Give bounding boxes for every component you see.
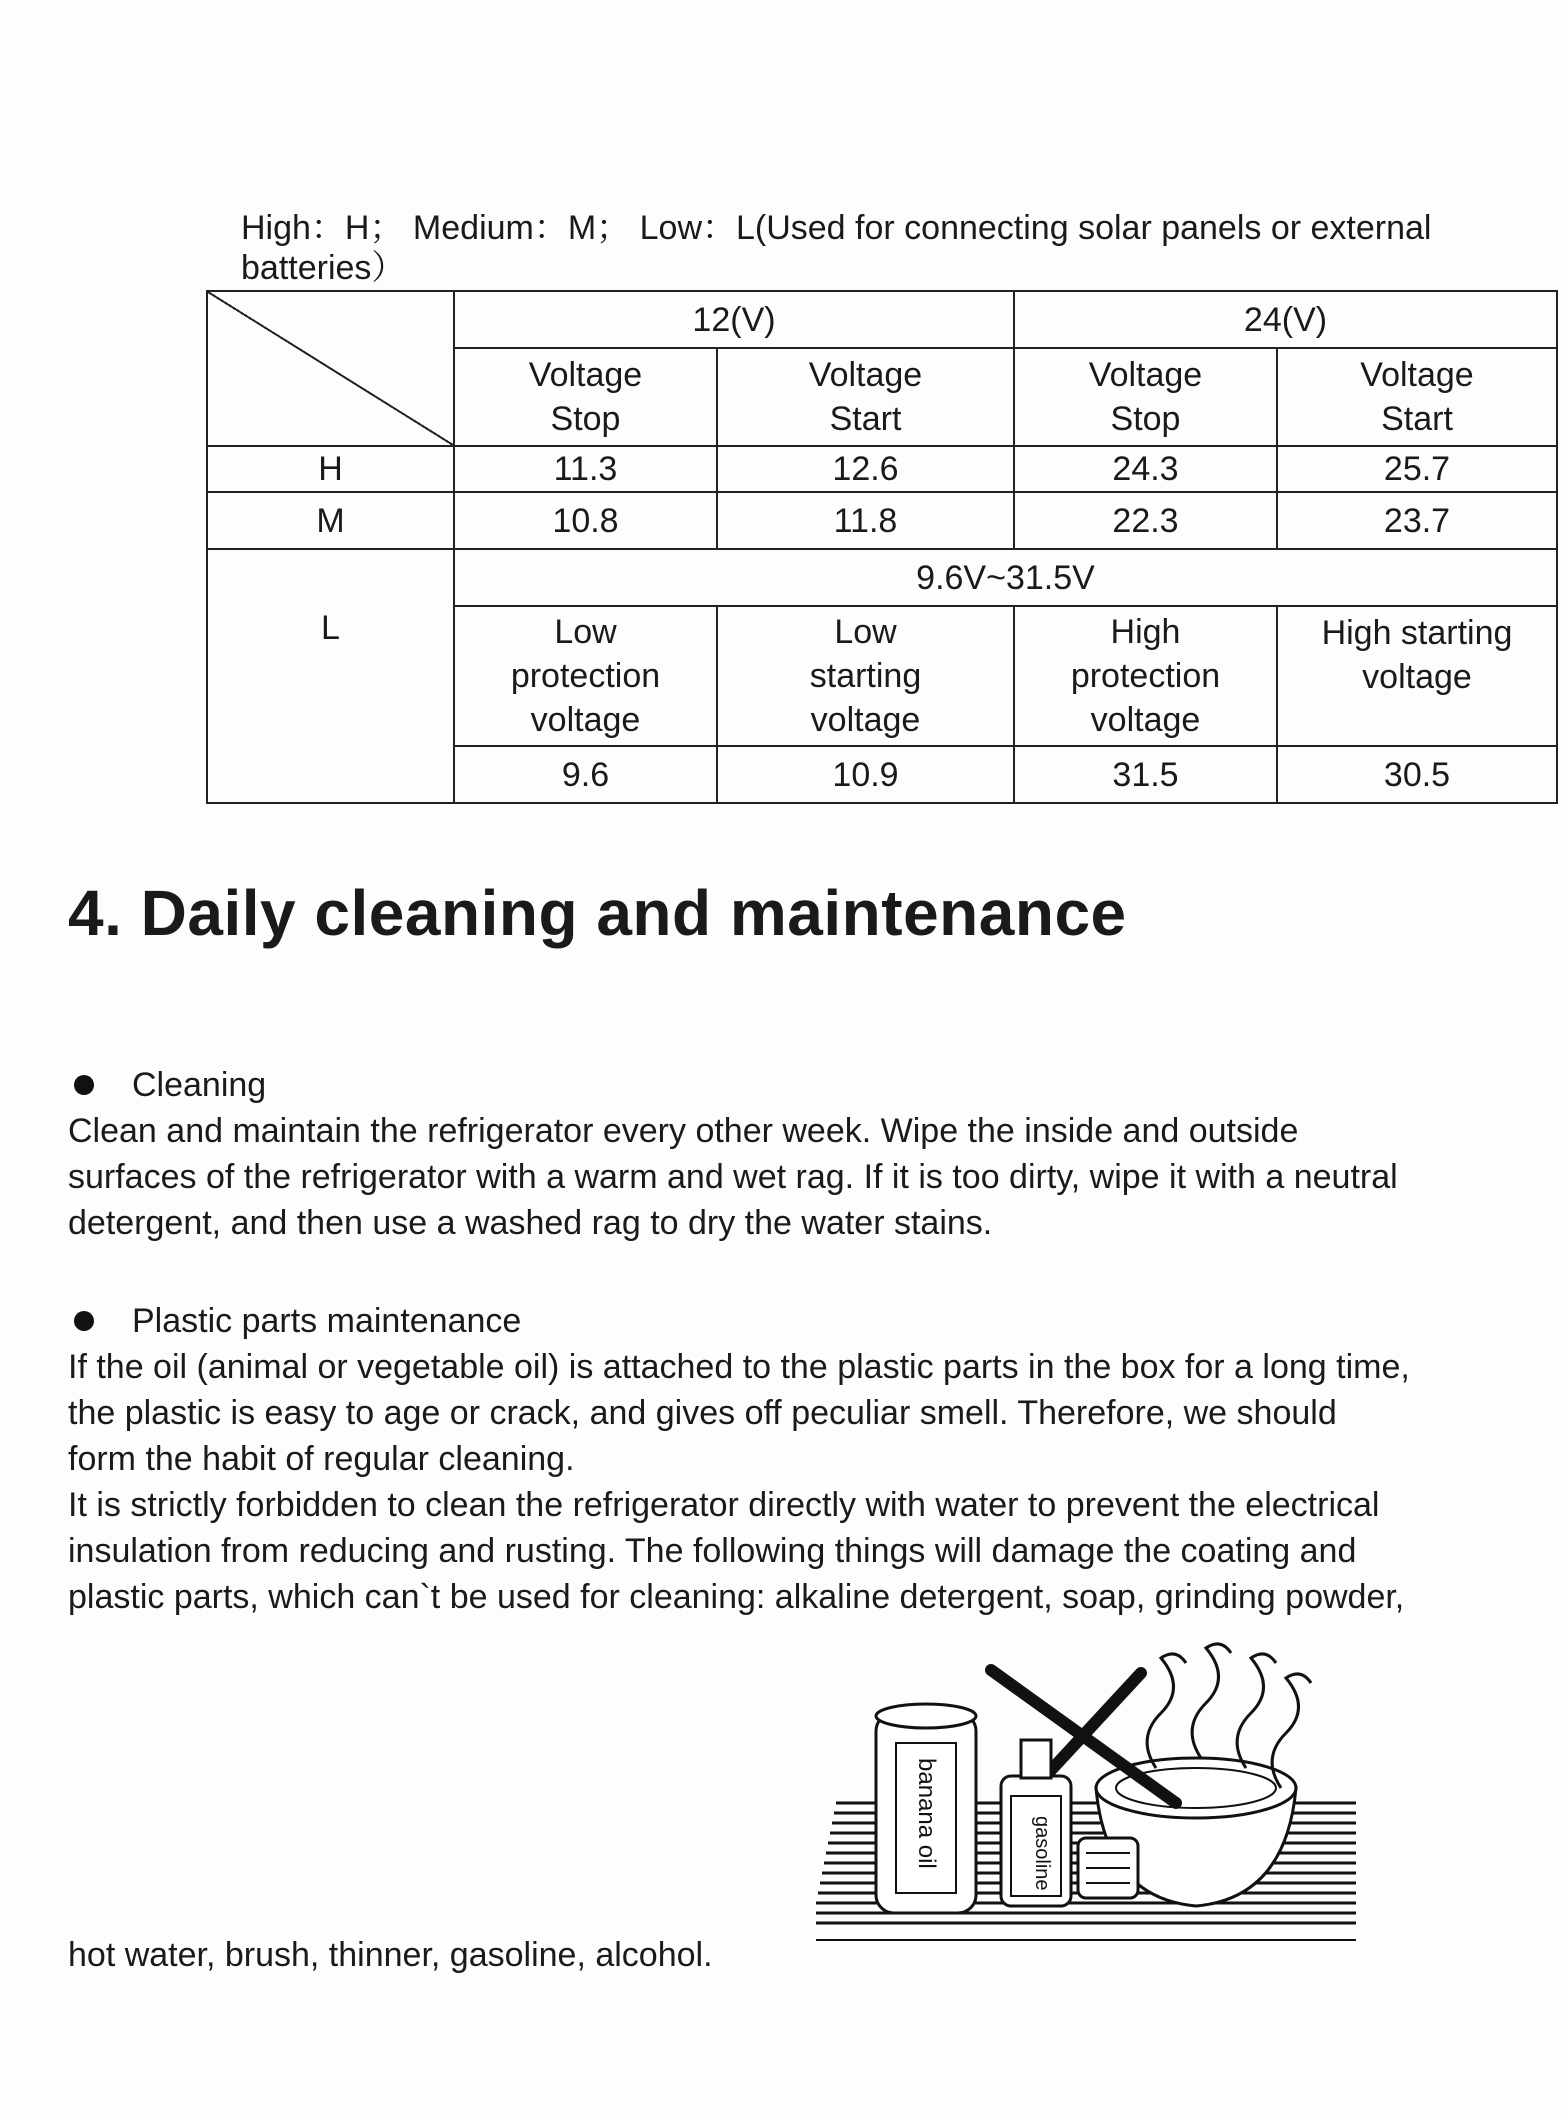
brush-icon bbox=[1078, 1838, 1138, 1898]
table-cell: 11.3 bbox=[454, 446, 717, 492]
table-cell: 25.7 bbox=[1277, 446, 1557, 492]
table-cell: 24.3 bbox=[1014, 446, 1277, 492]
table-cell: 22.3 bbox=[1014, 492, 1277, 549]
section-title: 4. Daily cleaning and maintenance bbox=[68, 877, 1127, 949]
table-row bbox=[207, 492, 1557, 549]
legend-line-2: batteries） bbox=[241, 249, 406, 287]
cleaning-heading-row bbox=[68, 1062, 266, 1108]
table-corner-cell bbox=[207, 291, 454, 446]
table-cell: 31.5 bbox=[1014, 746, 1277, 803]
row-label-l: L bbox=[207, 549, 454, 803]
col-header-low-starting: Low starting voltage bbox=[717, 606, 1014, 746]
table-cell: 12.6 bbox=[717, 446, 1014, 492]
row-label-h: H bbox=[207, 446, 454, 492]
banana-oil-label: banana oil bbox=[913, 1758, 940, 1869]
no-solvents-illustration bbox=[816, 1628, 1376, 1948]
low-range-cell: 9.6V~31.5V bbox=[454, 549, 1557, 606]
col-header-high-protection: High protection voltage bbox=[1014, 606, 1277, 746]
table-cell: 11.8 bbox=[717, 492, 1014, 549]
voltage-table bbox=[206, 290, 1558, 804]
plastic-last-line: hot water, brush, thinner, gasoline, alcohol. bbox=[68, 1936, 713, 1974]
gasoline-label: gasoline bbox=[1031, 1816, 1053, 1891]
table-cell: 23.7 bbox=[1277, 492, 1557, 549]
plastic-paragraph: If the oil (animal or vegetable oil) is attached to the plastic parts in the box for a long time, the plastic is easy to age or crack, and gives off peculiar smell. Therefore, we should form the habit of regular cleaning. It is strictly forbidden to clean the refrigerator directly with water to prevent the electrical insulation from reducing and rusting. The following things will damage the coating and plastic parts, which can`t be used for cleaning: alkaline detergent, soap, grinding powder, bbox=[68, 1348, 1410, 1616]
header-12v: 12(V) bbox=[454, 291, 1014, 348]
plastic-heading: Plastic parts maintenance bbox=[132, 1302, 522, 1340]
banana-oil-can-icon bbox=[876, 1704, 976, 1913]
col-header-24v-start: Voltage Start bbox=[1277, 348, 1557, 446]
col-header-low-protection: Low protection voltage bbox=[454, 606, 717, 746]
table-cell: 30.5 bbox=[1277, 746, 1557, 803]
col-header-12v-stop: Voltage Stop bbox=[454, 348, 717, 446]
row-label-m: M bbox=[207, 492, 454, 549]
table-row bbox=[207, 446, 1557, 492]
table-legend bbox=[241, 208, 1481, 288]
legend-line-1: High：H； Medium：M； Low：L(Used for connecting solar panels or external bbox=[241, 209, 1432, 247]
table-cell: 9.6 bbox=[454, 746, 717, 803]
col-header-high-starting: High starting voltage bbox=[1277, 606, 1557, 746]
bullet-icon bbox=[74, 1075, 94, 1095]
col-header-12v-start: Voltage Start bbox=[717, 348, 1014, 446]
cleaning-heading: Cleaning bbox=[132, 1066, 267, 1104]
table-cell: 10.9 bbox=[717, 746, 1014, 803]
table-cell: 10.8 bbox=[454, 492, 717, 549]
col-header-24v-stop: Voltage Stop bbox=[1014, 348, 1277, 446]
header-24v: 24(V) bbox=[1014, 291, 1557, 348]
cleaning-paragraph: Clean and maintain the refrigerator every other week. Wipe the inside and outside surfaces of the refrigerator with a warm and wet rag. If it is too dirty, wipe it with a neutral detergent, and then use a washed rag to dry the water stains. bbox=[68, 1112, 1398, 1242]
plastic-heading-row bbox=[68, 1298, 521, 1344]
bullet-icon bbox=[74, 1311, 94, 1331]
